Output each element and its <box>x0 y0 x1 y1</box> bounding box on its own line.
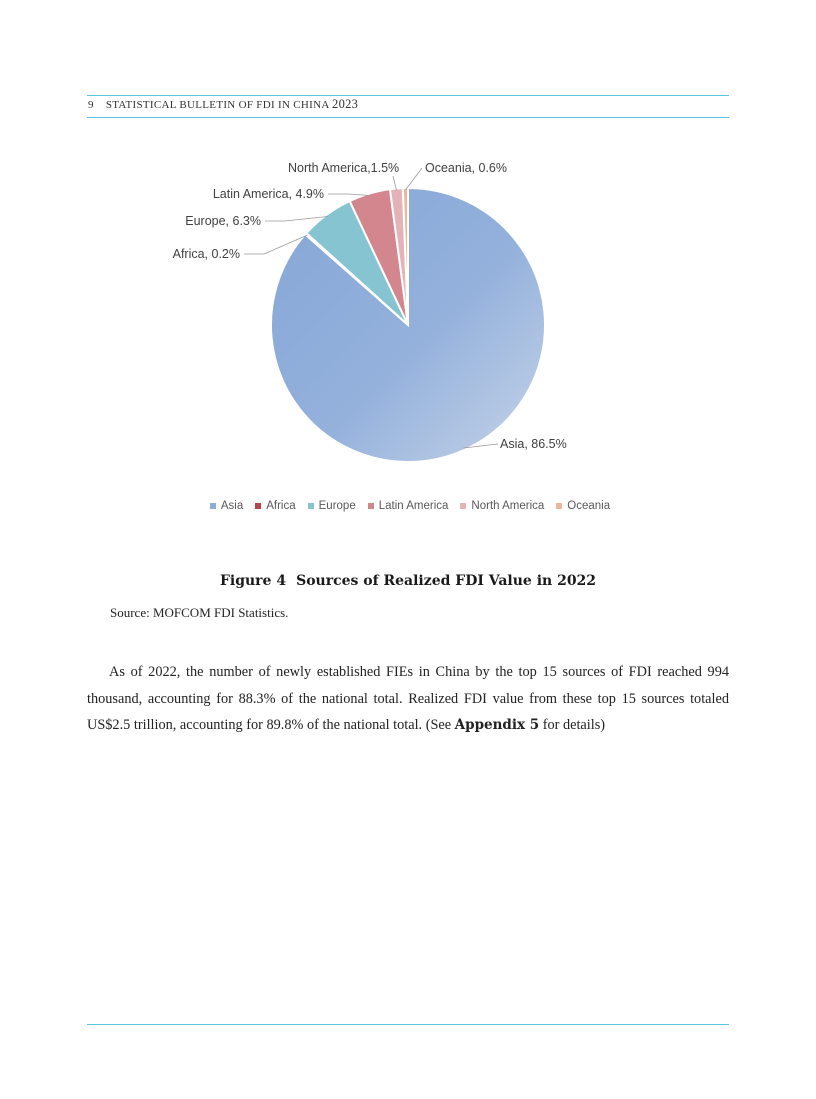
legend-item-latin-america <box>368 500 449 512</box>
legend-label: Asia <box>220 500 244 512</box>
chart-legend <box>140 500 680 512</box>
legend-item-oceania <box>556 500 610 512</box>
legend-label: Africa <box>266 500 296 512</box>
page-number: 9 <box>88 99 94 111</box>
legend-swatch <box>308 503 314 509</box>
legend-swatch <box>460 503 466 509</box>
legend-swatch <box>368 503 374 509</box>
page-header <box>88 97 358 112</box>
data-label-north-america: North America,1.5% <box>288 161 400 175</box>
footer-rule <box>87 1024 729 1025</box>
data-label-africa: Africa, 0.2% <box>172 247 240 261</box>
legend-label: North America <box>471 500 545 512</box>
legend-swatch <box>556 503 562 509</box>
figure-source: Source: MOFCOM FDI Statistics. <box>110 605 289 620</box>
leader-line-oceania <box>405 168 422 190</box>
legend-swatch <box>210 503 216 509</box>
body-paragraph <box>87 659 729 739</box>
body-text-2: for details) <box>539 717 606 733</box>
data-label-oceania: Oceania, 0.6% <box>425 161 507 175</box>
legend-item-europe <box>308 500 356 512</box>
header-rule-bottom <box>87 117 729 118</box>
legend-swatch <box>255 503 261 509</box>
legend-item-africa <box>255 500 295 512</box>
legend-label: Oceania <box>567 500 611 512</box>
bulletin-year: 2023 <box>332 97 359 111</box>
legend-item-asia <box>210 500 243 512</box>
data-label-latin-america: Latin America, 4.9% <box>212 187 324 201</box>
data-label-asia: Asia, 86.5% <box>500 437 567 451</box>
legend-label: Europe <box>318 500 356 512</box>
legend-item-north-america <box>460 500 544 512</box>
figure-caption <box>0 573 816 589</box>
leader-line-latin-america <box>328 194 370 195</box>
figure-label: Figure 4 <box>219 573 287 589</box>
bulletin-title: STATISTICAL BULLETIN OF FDI IN CHINA <box>105 99 329 111</box>
legend-label: Latin America <box>378 500 449 512</box>
header-rule-top <box>87 95 729 96</box>
figure-title: Sources of Realized FDI Value in 2022 <box>296 573 597 589</box>
data-label-europe: Europe, 6.3% <box>185 214 261 228</box>
appendix-reference: Appendix 5 <box>454 717 540 733</box>
chart-container <box>140 150 680 530</box>
pie-chart <box>140 150 680 490</box>
body-text-1: As of 2022, the number of newly established FIEs in China by the top 15 sources of FDI reached 994 thousand, accounting for 88.3% of the national total. Realized FDI value from these top 15 sources totaled US$2.5 trillion, accounting for 89.8% of the national total. (See <box>87 664 729 733</box>
